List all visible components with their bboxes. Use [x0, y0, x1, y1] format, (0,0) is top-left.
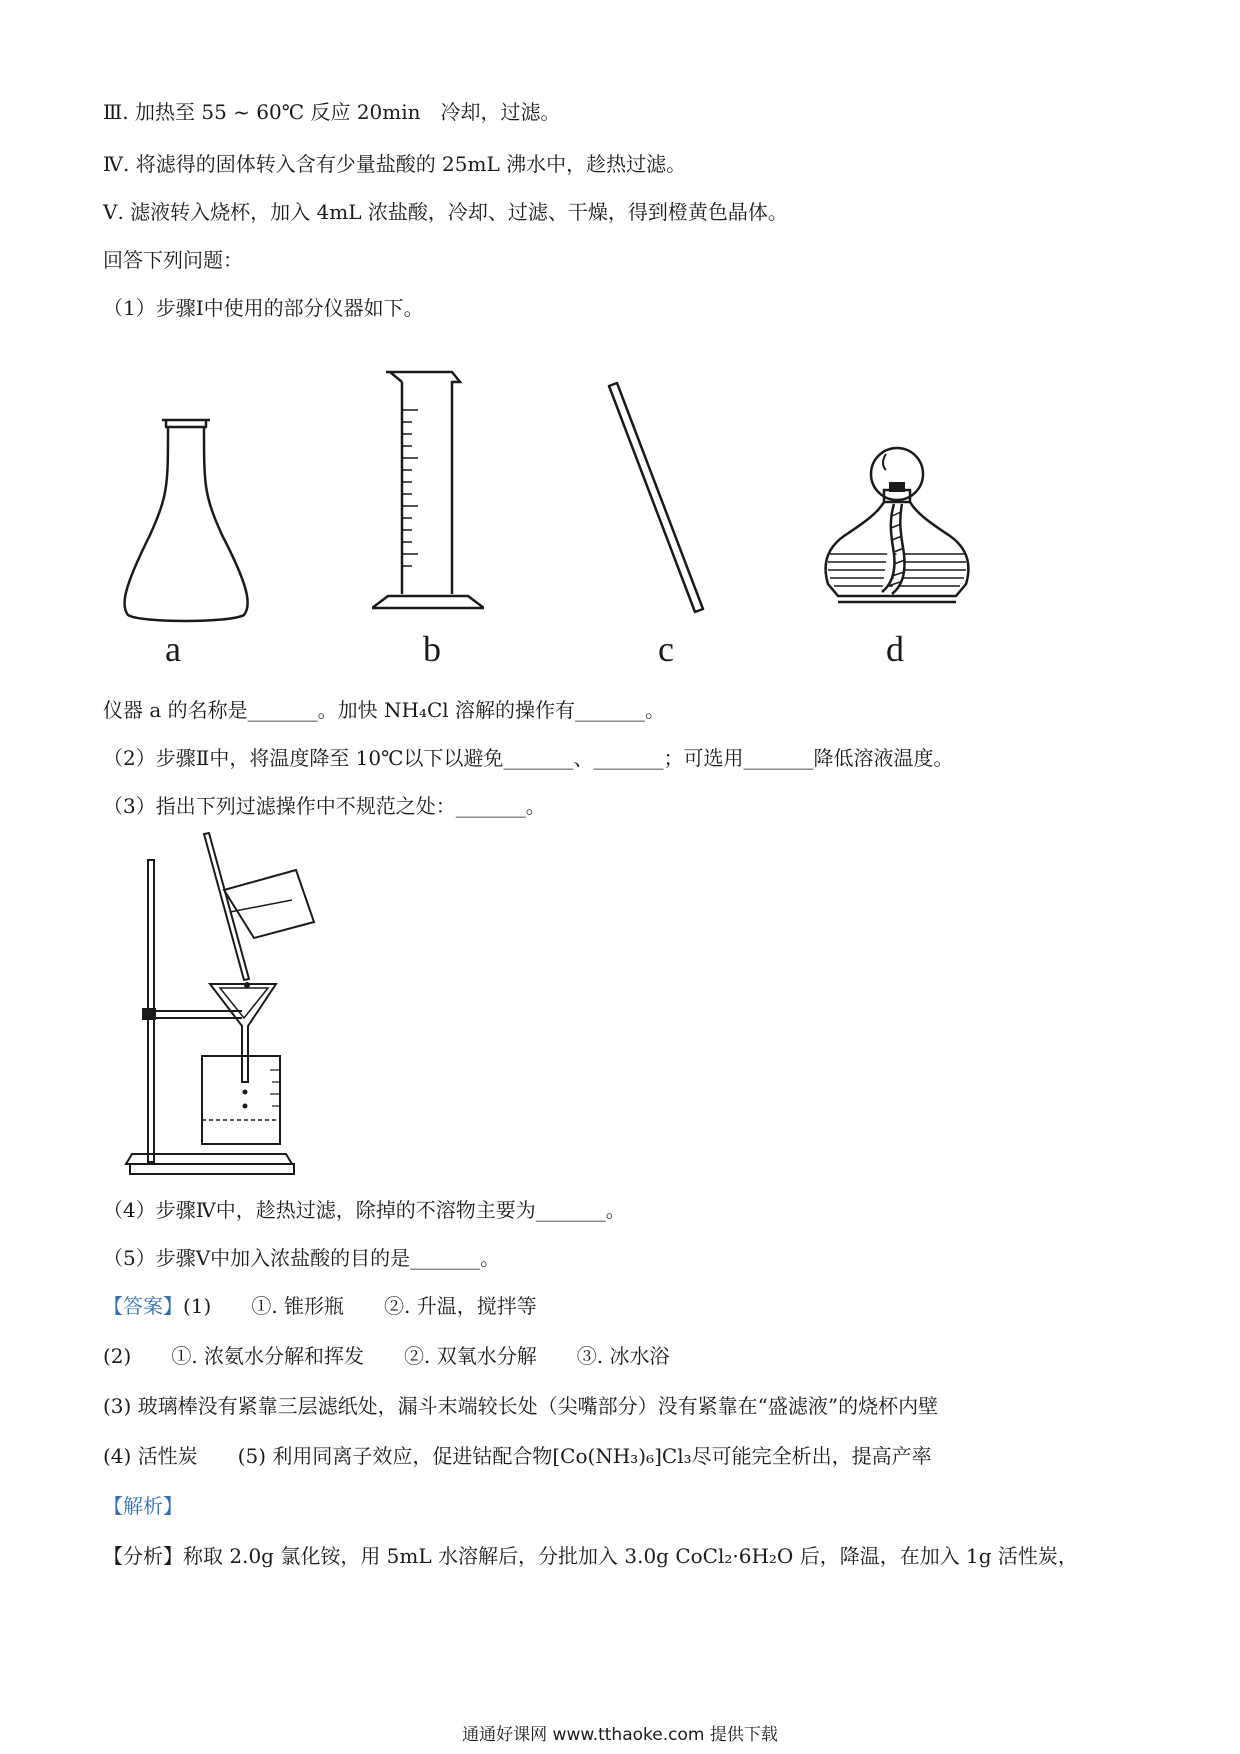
graduated-cylinder-figure	[372, 370, 484, 616]
label-b: b	[423, 629, 441, 669]
analysis-label: 【解析】	[103, 1494, 183, 1518]
filtration-setup-figure	[120, 830, 350, 1182]
answer-1-text: (1) ①. 锥形瓶 ②. 升温，搅拌等	[183, 1294, 537, 1318]
question-5: （5）步骤Ⅴ中加入浓盐酸的目的是_______。	[103, 1246, 501, 1270]
answer-line-4: (4) 活性炭 (5) 利用同离子效应，促进钴配合物[Co(NH₃)₆]Cl₃尽可能完全析出，提高产率	[103, 1444, 932, 1468]
alcohol-lamp-figure	[822, 444, 972, 624]
step-5: Ⅴ. 滤液转入烧杯，加入 4mL 浓盐酸，冷却、过滤、干燥，得到橙黄色晶体。	[103, 200, 788, 224]
label-c: c	[658, 629, 674, 669]
label-d: d	[886, 629, 904, 669]
step-4: Ⅳ. 将滤得的固体转入含有少量盐酸的 25mL 沸水中，趁热过滤。	[103, 152, 687, 176]
question-3: （3）指出下列过滤操作中不规范之处：_______。	[103, 794, 546, 818]
question-2: （2）步骤Ⅱ中，将温度降至 10℃以下以避免_______、_______；可选用_______降低溶液温度。	[103, 746, 954, 770]
analysis-line	[103, 1542, 1078, 1570]
label-a: a	[165, 629, 181, 669]
question-1-intro: （1）步骤Ⅰ中使用的部分仪器如下。	[103, 296, 424, 320]
answer-line-1	[103, 1292, 537, 1320]
glass-rod-figure	[605, 380, 710, 620]
page-footer: 通通好课网 www.tthaoke.com 提供下载	[462, 1725, 778, 1745]
answer-label: 【答案】	[103, 1294, 183, 1318]
erlenmeyer-flask-figure	[110, 415, 260, 625]
fenxi-label: 【分析】	[103, 1544, 183, 1568]
answer-line-3: (3) 玻璃棒没有紧靠三层滤纸处，漏斗末端较长处（尖嘴部分）没有紧靠在“盛滤液”的烧杯内壁	[103, 1394, 939, 1418]
question-4: （4）步骤Ⅳ中，趁热过滤，除掉的不溶物主要为_______。	[103, 1198, 626, 1222]
answer-line-2: (2) ①. 浓氨水分解和挥发 ②. 双氧水分解 ③. 冰水浴	[103, 1344, 670, 1368]
step-3: Ⅲ. 加热至 55 ~ 60℃ 反应 20min 冷却，过滤。	[103, 100, 561, 124]
question-1-text: 仪器 a 的名称是_______。加快 NH₄Cl 溶解的操作有_______。	[103, 698, 666, 722]
answer-prompt: 回答下列问题：	[103, 248, 243, 272]
fenxi-text: 称取 2.0g 氯化铵，用 5mL 水溶解后，分批加入 3.0g CoCl₂·6H₂O 后，降温，在加入 1g 活性炭，	[183, 1544, 1078, 1568]
